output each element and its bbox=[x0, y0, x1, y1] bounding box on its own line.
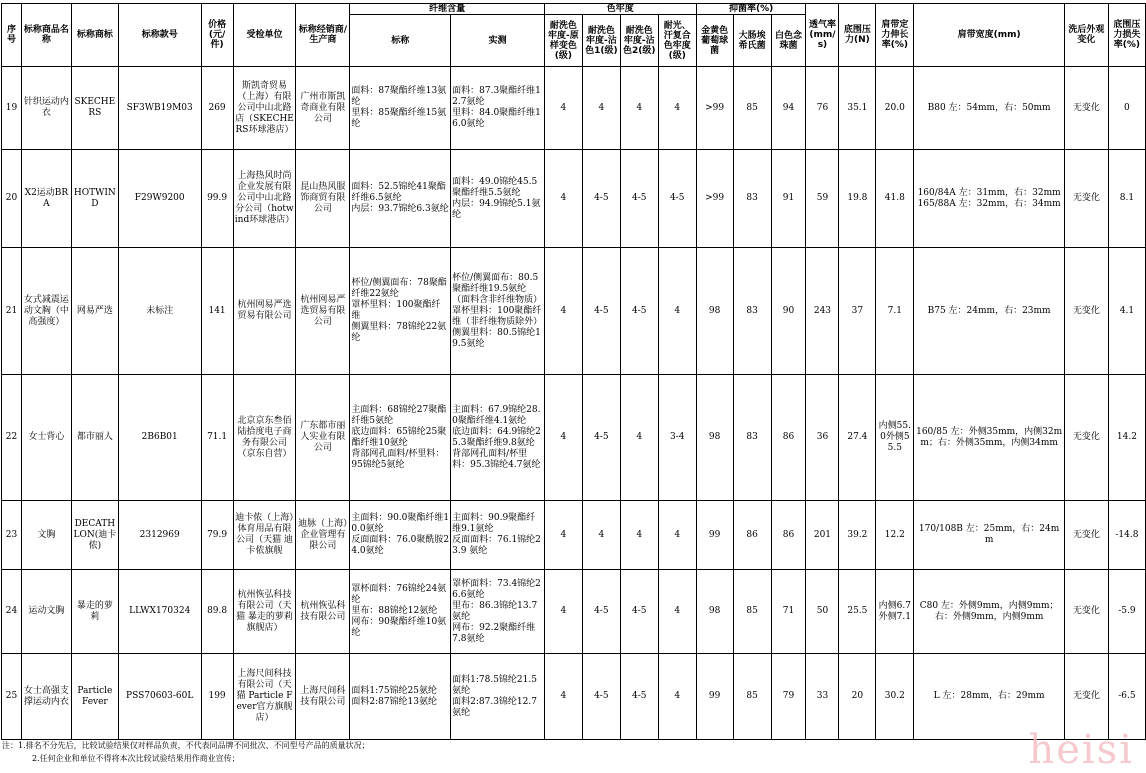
cell-stretch: 7.1 bbox=[876, 248, 914, 375]
cell-cf1: 4 bbox=[544, 67, 582, 150]
cell-fiber-label: 主面料：68锦纶27聚酯纤维5氨纶 底边面料：65锦纶25聚酯纤维10氨纶 背部网孔面料/杯里料：95锦纶5氨纶 bbox=[350, 375, 451, 501]
header-colorfast: 色牢度 bbox=[544, 4, 696, 15]
cell-cf1: 4 bbox=[544, 654, 582, 740]
cell-cf2: 4-5 bbox=[582, 570, 620, 654]
cell-wash: 无变化 bbox=[1064, 570, 1108, 654]
cell-ab1: >99 bbox=[696, 67, 733, 150]
cell-press: 35.1 bbox=[839, 67, 876, 150]
cell-fiber-actual: 罩杯面料：73.4锦纶26.6氨纶 里布：86.3锦纶13.7氨纶 网布：92.2聚酯纤维7.8氨纶 bbox=[451, 570, 545, 654]
cell-fiber-label: 主面料：90.0聚酯纤维10.0氨纶 反面面料：76.0聚酰胺24.0氨纶 bbox=[350, 501, 451, 570]
cell-price: 199 bbox=[201, 654, 233, 740]
cell-model: LLWX170324 bbox=[118, 570, 201, 654]
cell-product: 运动文胸 bbox=[21, 570, 71, 654]
cell-wash: 无变化 bbox=[1064, 501, 1108, 570]
cell-product: 文胸 bbox=[21, 501, 71, 570]
table-row bbox=[2, 501, 1146, 570]
cell-cf3: 4 bbox=[620, 501, 658, 570]
cell-width: L 左：28mm，右：29mm bbox=[914, 654, 1065, 740]
cell-press: 25.5 bbox=[839, 570, 876, 654]
header-product: 标称商品名称 bbox=[21, 4, 71, 67]
cell-seq: 24 bbox=[2, 570, 22, 654]
cell-cf3: 4 bbox=[620, 375, 658, 501]
cell-cf1: 4 bbox=[544, 501, 582, 570]
cell-fiber-label: 罩杯面料：76锦纶24氨纶 里布：88锦纶12氨纶 网布：90聚酯纤维10氨纶 bbox=[350, 570, 451, 654]
cell-fiber-actual: 面料1:78.5锦纶21.5氨纶 面料2:87.3锦纶12.7氨纶 bbox=[451, 654, 545, 740]
table-row bbox=[2, 248, 1146, 375]
cell-air: 33 bbox=[806, 654, 839, 740]
cell-product: 女式减震运动文胸（中高强度） bbox=[21, 248, 71, 375]
cell-loss: -6.5 bbox=[1108, 654, 1145, 740]
cell-cf2: 4-5 bbox=[582, 150, 620, 248]
cell-width: C80 左：外侧9mm，内侧9mm；右：外侧9mm，内侧9mm bbox=[914, 570, 1065, 654]
cell-fiber-actual: 主面料：67.9锦纶28.0聚酯纤维4.1氨纶 底边面料：64.9锦纶25.3聚酯纤维9.8氨纶 背部网孔面料/杯里料：95.3锦纶4.7氨纶 bbox=[451, 375, 545, 501]
cell-stretch: 41.8 bbox=[876, 150, 914, 248]
cell-model: 2312969 bbox=[118, 501, 201, 570]
comparison-table bbox=[1, 3, 1146, 740]
table-row bbox=[2, 67, 1146, 150]
header-ab2: 大肠埃希氏菌 bbox=[733, 15, 771, 67]
cell-seller: 杭州网易严选贸易有限公司 bbox=[233, 248, 296, 375]
cell-ab3: 94 bbox=[771, 67, 806, 150]
cell-air: 76 bbox=[806, 67, 839, 150]
header-maker: 标称经销商/生产商 bbox=[296, 4, 350, 67]
header-cf4: 耐光、汗复合色牢度(级) bbox=[658, 15, 696, 67]
table-body bbox=[2, 67, 1146, 740]
cell-price: 89.8 bbox=[201, 570, 233, 654]
cell-stretch: 内侧55.0外侧55.5 bbox=[876, 375, 914, 501]
cell-cf3: 4-5 bbox=[620, 654, 658, 740]
cell-ab1: 99 bbox=[696, 654, 733, 740]
cell-press: 27.4 bbox=[839, 375, 876, 501]
cell-cf1: 4 bbox=[544, 248, 582, 375]
cell-stretch: 20.0 bbox=[876, 67, 914, 150]
cell-product: 女士背心 bbox=[21, 375, 71, 501]
cell-cf4: 4 bbox=[658, 570, 696, 654]
cell-brand: DECATHLON(迪卡侬) bbox=[71, 501, 118, 570]
cell-ab3: 90 bbox=[771, 248, 806, 375]
cell-seller: 北京京东叁佰陆拾度电子商务有限公司（京东自营） bbox=[233, 375, 296, 501]
cell-loss: -5.9 bbox=[1108, 570, 1145, 654]
cell-ab2: 86 bbox=[733, 501, 771, 570]
table-row bbox=[2, 150, 1146, 248]
header-loss: 底围压力损失率(%) bbox=[1108, 4, 1145, 67]
cell-ab2: 83 bbox=[733, 248, 771, 375]
cell-seller: 杭州恢弘科技有限公司（天猫 暴走的萝莉旗舰店） bbox=[233, 570, 296, 654]
cell-model: F29W9200 bbox=[118, 150, 201, 248]
cell-press: 19.8 bbox=[839, 150, 876, 248]
cell-fiber-label: 杯位/侧翼面布：78聚酯纤维22氨纶 罩杯里料：100聚酯纤维 侧翼里料：78锦纶22氨纶 bbox=[350, 248, 451, 375]
cell-ab2: 85 bbox=[733, 654, 771, 740]
cell-ab1: >99 bbox=[696, 150, 733, 248]
cell-air: 50 bbox=[806, 570, 839, 654]
header-wash: 洗后外观变化 bbox=[1064, 4, 1108, 67]
header-fiber-actual: 实测 bbox=[451, 15, 545, 67]
cell-width: B75 左：24mm，右：23mm bbox=[914, 248, 1065, 375]
cell-cf2: 4-5 bbox=[582, 654, 620, 740]
cell-price: 99.9 bbox=[201, 150, 233, 248]
cell-maker: 广州市斯凯奇商业有限公司 bbox=[296, 67, 350, 150]
cell-wash: 无变化 bbox=[1064, 150, 1108, 248]
cell-seller: 斯凯奇贸易（上海）有限公司中山北路店（SKECHERS环球港店） bbox=[233, 67, 296, 150]
header-model: 标称款号 bbox=[118, 4, 201, 67]
cell-fiber-actual: 主面料：90.9聚酯纤维9.1氨纶 反面面料：76.1锦纶23.9 氨纶 bbox=[451, 501, 545, 570]
cell-fiber-actual: 面料：49.0锦纶45.5聚酯纤维5.5氨纶 内层：94.9锦纶5.1氨纶 bbox=[451, 150, 545, 248]
cell-model: 未标注 bbox=[118, 248, 201, 375]
cell-ab2: 85 bbox=[733, 67, 771, 150]
cell-cf1: 4 bbox=[544, 375, 582, 501]
cell-product: 女士高强支撑运动内衣 bbox=[21, 654, 71, 740]
cell-ab2: 85 bbox=[733, 570, 771, 654]
footnote-2: 2.任何企业和单位不得将本次比较试验结果用作商业宣传； bbox=[32, 754, 240, 763]
cell-loss: 8.1 bbox=[1108, 150, 1145, 248]
header-brand: 标称商标 bbox=[71, 4, 118, 67]
cell-model: 2B6B01 bbox=[118, 375, 201, 501]
cell-ab3: 86 bbox=[771, 375, 806, 501]
cell-seq: 20 bbox=[2, 150, 22, 248]
cell-seq: 21 bbox=[2, 248, 22, 375]
cell-fiber-label: 面料：52.5锦纶41聚酯纤维6.5氨纶 内层：93.7锦纶6.3氨纶 bbox=[350, 150, 451, 248]
header-cf3: 耐洗色牢度-沾色2(级) bbox=[620, 15, 658, 67]
cell-stretch: 内侧6.7外侧7.1 bbox=[876, 570, 914, 654]
cell-loss: -14.8 bbox=[1108, 501, 1145, 570]
header-ab1: 金黄色葡萄球菌 bbox=[696, 15, 733, 67]
cell-air: 59 bbox=[806, 150, 839, 248]
cell-cf4: 4 bbox=[658, 248, 696, 375]
cell-stretch: 30.2 bbox=[876, 654, 914, 740]
cell-cf3: 4-5 bbox=[620, 570, 658, 654]
cell-air: 36 bbox=[806, 375, 839, 501]
cell-cf4: 3-4 bbox=[658, 375, 696, 501]
cell-model: SF3WB19M03 bbox=[118, 67, 201, 150]
cell-cf1: 4 bbox=[544, 150, 582, 248]
table-row bbox=[2, 375, 1146, 501]
cell-press: 39.2 bbox=[839, 501, 876, 570]
cell-air: 201 bbox=[806, 501, 839, 570]
cell-loss: 14.2 bbox=[1108, 375, 1145, 501]
cell-maker: 迪脉（上海）企业管理有限公司 bbox=[296, 501, 350, 570]
header-antibac: 抑菌率(%) bbox=[696, 4, 806, 15]
cell-ab1: 98 bbox=[696, 248, 733, 375]
cell-brand: Particle Fever bbox=[71, 654, 118, 740]
cell-cf4: 4 bbox=[658, 654, 696, 740]
cell-ab2: 83 bbox=[733, 150, 771, 248]
header-fiber: 纤维含量 bbox=[350, 4, 545, 15]
cell-seq: 19 bbox=[2, 67, 22, 150]
table-row bbox=[2, 654, 1146, 740]
header-fiber-label: 标称 bbox=[350, 15, 451, 67]
header-width: 肩带宽度(mm) bbox=[914, 4, 1065, 67]
cell-maker: 昆山热风服饰商贸有限公司 bbox=[296, 150, 350, 248]
cell-width: 170/108B 左：25mm，右：24mm bbox=[914, 501, 1065, 570]
cell-width: 160/84A 左：31mm，右：32mm 165/88A 左：32mm，右：34mm bbox=[914, 150, 1065, 248]
cell-fiber-actual: 杯位/侧翼面布：80.5聚酯纤维19.5氨纶（面料含非纤维物质） 罩杯里料：100聚酯纤维（非纤维物质除外） 侧翼里料：80.5锦纶19.5氨纶 bbox=[451, 248, 545, 375]
cell-product: 针织运动内衣 bbox=[21, 67, 71, 150]
cell-ab3: 71 bbox=[771, 570, 806, 654]
cell-width: 160/85 左：外侧35mm，内侧32mm；右：外侧35mm，内侧34mm bbox=[914, 375, 1065, 501]
watermark: heisi bbox=[1028, 727, 1134, 773]
cell-air: 243 bbox=[806, 248, 839, 375]
cell-fiber-actual: 面料：87.3聚酯纤维12.7氨纶 里料：84.0聚酯纤维16.0氨纶 bbox=[451, 67, 545, 150]
cell-ab2: 83 bbox=[733, 375, 771, 501]
cell-maker: 上海尺间科技有限公司 bbox=[296, 654, 350, 740]
cell-seller: 迪卡侬（上海）体育用品有限公司（天猫 迪卡侬旗舰 bbox=[233, 501, 296, 570]
cell-ab1: 98 bbox=[696, 375, 733, 501]
cell-ab3: 79 bbox=[771, 654, 806, 740]
cell-cf3: 4-5 bbox=[620, 150, 658, 248]
cell-seq: 23 bbox=[2, 501, 22, 570]
cell-ab1: 98 bbox=[696, 570, 733, 654]
cell-ab1: 99 bbox=[696, 501, 733, 570]
cell-stretch: 12.2 bbox=[876, 501, 914, 570]
cell-wash: 无变化 bbox=[1064, 248, 1108, 375]
cell-loss: 0 bbox=[1108, 67, 1145, 150]
cell-maker: 杭州恢弘科技有限公司 bbox=[296, 570, 350, 654]
cell-wash: 无变化 bbox=[1064, 375, 1108, 501]
cell-seller: 上海尺间科技有限公司（天猫 Particle Fever官方旗舰店） bbox=[233, 654, 296, 740]
cell-press: 37 bbox=[839, 248, 876, 375]
cell-price: 269 bbox=[201, 67, 233, 150]
cell-brand: HOTWIND bbox=[71, 150, 118, 248]
cell-cf4: 4 bbox=[658, 67, 696, 150]
cell-model: PSS70603-60L bbox=[118, 654, 201, 740]
footnotes bbox=[2, 739, 370, 765]
cell-cf2: 4 bbox=[582, 501, 620, 570]
cell-seller: 上海热风时尚企业发展有限公司中山北路分公司（hotwind环球港店） bbox=[233, 150, 296, 248]
cell-cf2: 4-5 bbox=[582, 248, 620, 375]
cell-cf1: 4 bbox=[544, 570, 582, 654]
header-cf1: 耐洗色牢度-原样变色(级) bbox=[544, 15, 582, 67]
header-air: 透气率(mm/s) bbox=[806, 4, 839, 67]
cell-cf3: 4 bbox=[620, 67, 658, 150]
cell-brand: 暴走的萝莉 bbox=[71, 570, 118, 654]
cell-wash: 无变化 bbox=[1064, 67, 1108, 150]
cell-fiber-label: 面料1:75锦纶25氨纶 面料2:87锦纶13氨纶 bbox=[350, 654, 451, 740]
header-cf2: 耐洗色牢度-沾色1(级) bbox=[582, 15, 620, 67]
cell-cf3: 4-5 bbox=[620, 248, 658, 375]
cell-ab3: 86 bbox=[771, 501, 806, 570]
cell-cf2: 4 bbox=[582, 67, 620, 150]
header-stretch: 肩带定力伸长率(%) bbox=[876, 4, 914, 67]
header-price: 价格(元/件) bbox=[201, 4, 233, 67]
cell-price: 141 bbox=[201, 248, 233, 375]
cell-maker: 广东都市丽人实业有限公司 bbox=[296, 375, 350, 501]
cell-fiber-label: 面料：87聚酯纤维13氨纶 里料：85聚酯纤维15氨纶 bbox=[350, 67, 451, 150]
cell-maker: 杭州网易严选贸易有限公司 bbox=[296, 248, 350, 375]
cell-price: 79.9 bbox=[201, 501, 233, 570]
table-row bbox=[2, 570, 1146, 654]
cell-product: X2运动BRA bbox=[21, 150, 71, 248]
cell-brand: SKECHERS bbox=[71, 67, 118, 150]
cell-seq: 25 bbox=[2, 654, 22, 740]
cell-width: B80 左：54mm，右：50mm bbox=[914, 67, 1065, 150]
cell-press: 20 bbox=[839, 654, 876, 740]
cell-loss: 4.1 bbox=[1108, 248, 1145, 375]
cell-brand: 网易严选 bbox=[71, 248, 118, 375]
header-ab3: 白色念珠菌 bbox=[771, 15, 806, 67]
cell-cf2: 4-5 bbox=[582, 375, 620, 501]
header-seq: 序号 bbox=[2, 4, 22, 67]
cell-cf4: 4 bbox=[658, 501, 696, 570]
cell-wash: 无变化 bbox=[1064, 654, 1108, 740]
cell-cf4: 4-5 bbox=[658, 150, 696, 248]
cell-brand: 都市丽人 bbox=[71, 375, 118, 501]
cell-price: 71.1 bbox=[201, 375, 233, 501]
footnote-1: 注：1.排名不分先后，比较试验结果仅对样品负责，不代表同品牌不同批次、不同型号产品的质量状况； bbox=[2, 741, 370, 750]
header-press: 底围压力(N) bbox=[839, 4, 876, 67]
header-seller: 受检单位 bbox=[233, 4, 296, 67]
cell-ab3: 91 bbox=[771, 150, 806, 248]
cell-seq: 22 bbox=[2, 375, 22, 501]
